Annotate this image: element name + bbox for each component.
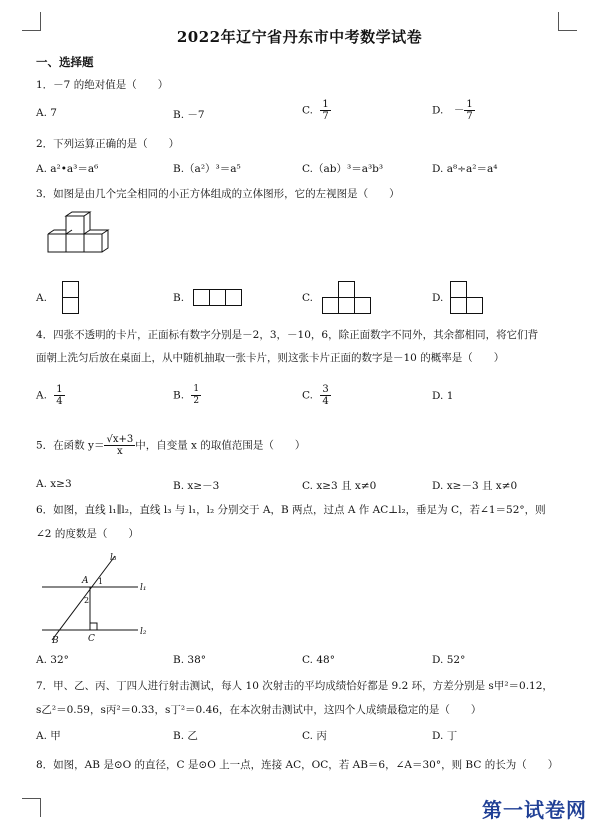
q7-option-a: A. 甲 (36, 730, 61, 742)
question-6-stem-line-2: ∠2 的度数是（ ） (36, 528, 139, 540)
q1-option-c: C. $\frac{1}{7}$ (302, 99, 329, 122)
q2-option-b: B.（a²）³＝a⁵ (173, 163, 241, 175)
q3-option-c: C. (302, 292, 313, 304)
question-7-stem-line-1: 7．甲、乙、丙、丁四人进行射击测试，每人 10 次射击的平均成绩恰好都是 9.2 环，方差分别是 s甲²＝0.12， (36, 680, 553, 692)
question-5-stem: 5．在函数 y＝ $\frac{√x+3}{x}$ 中，自变量 x 的取值范围是（ ） (36, 434, 306, 457)
q5-option-d: D. x≥－3 且 x≠0 (432, 480, 518, 492)
q3-option-b-figure (193, 289, 245, 307)
label-l3: l₃ (110, 553, 117, 563)
question-8-stem: 8．如图，AB 是⊙O 的直径，C 是⊙O 上一点，连接 AC，OC，若 AB＝6，∠A＝30°，则 BC 的长为（ ） (36, 759, 559, 771)
crop-mark-bottom-left (22, 798, 41, 817)
q1-option-a: A. 7 (36, 107, 57, 119)
q3-solid-figure (46, 212, 116, 262)
site-watermark: 第一试卷网 (482, 798, 587, 822)
question-4-stem-line-1: 4．四张不透明的卡片，正面标有数字分别是－2，3，－10，6，除正面数字不同外，其余都相同，将它们背 (36, 329, 539, 341)
q4-option-d: D. 1 (432, 390, 454, 402)
section-heading: 一、选择题 (36, 55, 94, 69)
label-point-a: A (82, 576, 89, 586)
question-3-stem: 3．如图是由几个完全相同的小正方体组成的立体图形，它的左视图是（ ） (36, 188, 400, 200)
q4-option-c: C. $\frac{3}{4}$ (302, 384, 329, 407)
q1-option-d: D. － $\frac{1}{7}$ (432, 99, 473, 122)
q4-option-a: A. $\frac{1}{4}$ (36, 384, 63, 407)
question-7-stem-line-2: s乙²＝0.59，s丙²＝0.33，s丁²＝0.46，在本次射击测试中，这四个人成绩最稳定的是（ ） (36, 704, 482, 716)
q5-option-a: A. x≥3 (36, 478, 72, 490)
q3-option-a-figure (62, 281, 80, 317)
q3-option-b: B. (173, 292, 185, 304)
question-1-stem: 1．－7 的绝对值是（ ） (36, 79, 169, 91)
label-l1: l₁ (140, 583, 147, 593)
page-title: 2022年辽宁省丹东市中考数学试卷 (176, 28, 423, 46)
q2-option-d: D. a⁸÷a²＝a⁴ (432, 163, 498, 175)
q2-option-c: C.（ab）³＝a³b³ (302, 163, 384, 175)
q5-option-c: C. x≥3 且 x≠0 (302, 480, 377, 492)
q1-option-b: B. －7 (173, 109, 205, 121)
q6-parallel-lines-figure (40, 548, 160, 648)
q3-option-d: D. (432, 292, 444, 304)
q7-option-b: B. 乙 (173, 730, 198, 742)
label-angle-2: 2 (84, 596, 90, 605)
q6-option-c: C. 48° (302, 654, 335, 666)
question-6-stem-line-1: 6．如图，直线 l₁∥l₂，直线 l₃ 与 l₁，l₂ 分别交于 A，B 两点，过点 A 作 AC⊥l₂，垂足为 C，若∠1＝52°，则 (36, 504, 546, 516)
q4-option-b: B. $\frac{1}{2}$ (173, 384, 200, 406)
q7-option-c: C. 丙 (302, 730, 327, 742)
label-point-c: C (88, 634, 95, 644)
label-angle-1: 1 (98, 577, 104, 586)
q3-option-c-figure (322, 281, 374, 317)
q7-option-d: D. 丁 (432, 730, 458, 742)
label-point-b: B (52, 636, 59, 646)
q6-option-d: D. 52° (432, 654, 466, 666)
label-l2: l₂ (140, 627, 147, 637)
q6-option-b: B. 38° (173, 654, 207, 666)
q2-option-a: A. a²•a³＝a⁶ (36, 163, 99, 175)
q5-option-b: B. x≥－3 (173, 480, 220, 492)
q3-option-d-figure (450, 281, 486, 317)
q3-option-a: A. (36, 292, 47, 304)
q6-option-a: A. 32° (36, 654, 69, 666)
question-2-stem: 2．下列运算正确的是（ ） (36, 138, 180, 150)
question-4-stem-line-2: 面朝上洗匀后放在桌面上，从中随机抽取一张卡片，则这张卡片正面的数字是－10 的概率是（ ） (36, 352, 505, 364)
